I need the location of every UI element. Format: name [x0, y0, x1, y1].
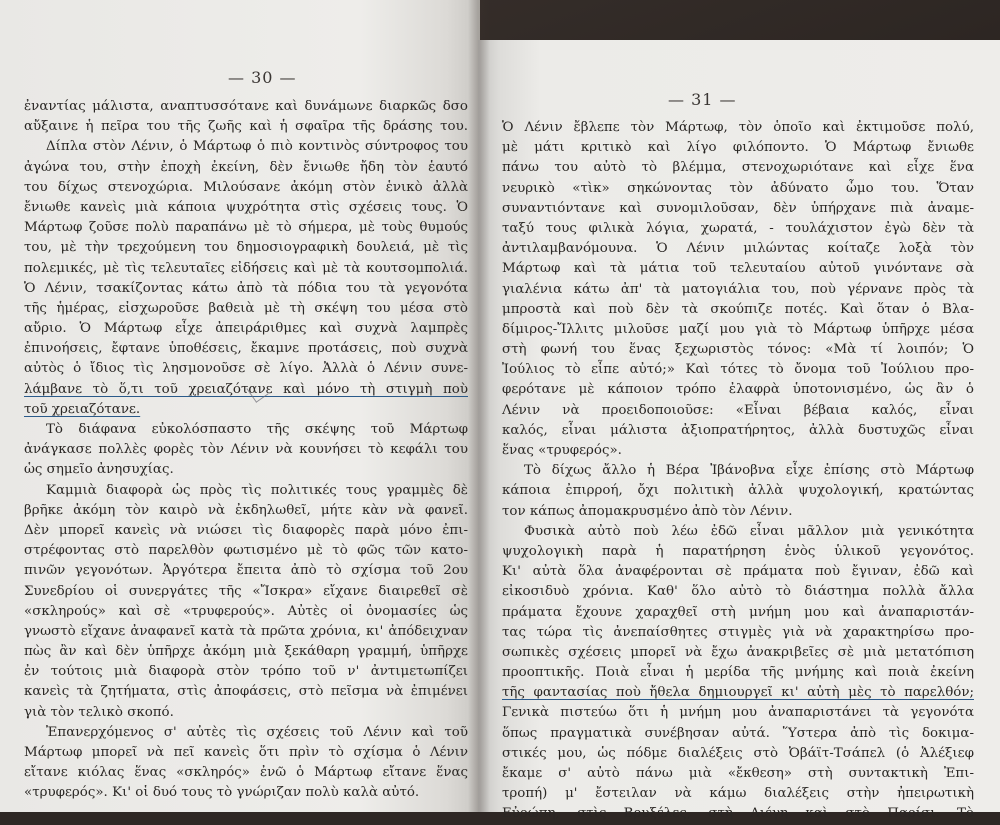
- text-line: ὡς σημεῖο ἀνησυχίας.: [24, 462, 174, 478]
- text-line: λάμβανε τὸ ὅ,τι τοῦ χρειαζότανε καὶ μόνο τὴ στιγμὴ ποὺ: [24, 381, 468, 397]
- text-line: μπροστὰ καὶ ποὺ δὲν τὰ σκούπιζε ποτές. Καὶ ὅταν ὁ Βλα-: [502, 301, 974, 317]
- text-line: ἀγώνα του, στὴν ἐποχὴ ἐκείνη, δὲν ἔνιωθε ἤδη τὸν ἑαυτό: [24, 159, 468, 175]
- text-line: εἰκοσιδυὸ χρόνια. Καθ' ὅλο αὐτὸ τὸ διάστημα πολλὰ ἄλλα: [502, 584, 974, 600]
- text-line: Κι' αὐτὰ ὅλα ἀναφέρονται σὲ πράματα ποὺ ἔγιναν, ἐδῶ καὶ: [502, 564, 974, 580]
- text-line: στρέφοντας στὸ παρελθὸν φωτισμένο μὲ τὸ φῶς τῶν κατο-: [24, 543, 468, 559]
- text-line: πὼς ἂν καὶ δὲν ὑπῆρχε ἀκόμη μιὰ ξεκάθαρη γραμμή, ὑπῆρχε: [24, 644, 468, 660]
- text-line: τῆς φαντασίας ποὺ ἤθελα δημιουργεῖ κι' αὐτὴ μὲς τὸ παρελθόν;: [502, 685, 974, 701]
- text-line: ὅπως πραγματικὰ συνέβησαν αὐτά. Ὕστερα ἀπὸ τὶς δοκιμα-: [502, 725, 974, 741]
- right-page-text: [502, 118, 974, 825]
- text-line: ἐν τούτοις μιὰ διαφορὰ στὸν τρόπο τοῦ ν' ἀντιμετωπίζει: [24, 664, 468, 680]
- text-line: ψυχολογικὴ παρὰ ἡ παρατήρηση ἑνὸς ὑλικοῦ γεγονότος.: [502, 543, 974, 559]
- text-line: Ὁ Λένιν, τσακίζοντας κάτω ἀπὸ τὰ πόδια του τὰ γεγονότα: [24, 280, 468, 296]
- text-line: Καμμιὰ διαφορὰ ὡς πρὸς τὶς πολιτικές τους γραμμὲς δὲ: [46, 482, 468, 498]
- text-line: βρῆκε ἀκόμη τὸν καιρὸ νὰ ἐκδηλωθεῖ, μήτε κὰν νὰ φανεῖ.: [24, 502, 468, 518]
- text-line: Δὲν μπορεῖ κανεὶς νὰ νιώσει τὶς διαφορὲς παρὰ μόνο ἐπι-: [24, 522, 468, 538]
- text-line: τον κάπως ἀπομακρυσμένο ἀπὸ τὸν Λένιν.: [502, 503, 793, 519]
- text-line: ἀντιλαμβανόμουνα. Ὁ Λένιν μιλώντας κοίταζε λοξὰ τὸν: [502, 241, 974, 257]
- text-line: αὐτὸς ὁ ἴδιος τὶς λησμονοῦσε σὲ λίγο. Ἀλλὰ ὁ Λένιν συνε-: [24, 361, 468, 377]
- text-line: πινῶν γεγονότων. Ἀργότερα ἔπειτα ἀπὸ τὸ σχίσμα τοῦ 2ου: [24, 563, 468, 579]
- left-page-text: [24, 97, 468, 804]
- text-line: Τὸ διάφανα εὐκολόσπαστο τῆς σκέψης τοῦ Μάρτωφ: [46, 422, 468, 437]
- text-line: σωπικὲς σχέσεις μπορεῖ νὰ ἔχω ἀνακριβεῖες σὲ μιὰ μετατόπιση: [502, 644, 974, 660]
- text-line: γιὰ τὸν τελικὸ σκοπό.: [24, 704, 174, 720]
- text-line: τας τώρα τὶς ἀνεπαίσθητες στιγμὲς γιὰ νὰ χαρακτηρίσω προ-: [502, 624, 974, 640]
- text-line: ἐπινοήσεις, ἔφτανε ὑποθέσεις, ἔκαμνε προτάσεις, ποὺ συχνὰ: [24, 341, 468, 357]
- text-line: εἴτανε κιόλας ἕνας «σκληρός» ἐνῶ ὁ Μάρτωφ εἴτανε ἕνας: [24, 765, 468, 781]
- text-line: «σκληρούς» καὶ σὲ «τρυφερούς». Αὐτὲς οἱ ὀνομασίες ὡς: [24, 603, 468, 619]
- text-line: ἔνιωθε κανεὶς μιὰ κάποια ψυχρότητα στὶς σχέσεις τους. Ὁ: [24, 199, 468, 215]
- text-line: αὔριο. Ὁ Μάρτωφ εἶχε ἀπειράριθμες καὶ συχνὰ λαμπρὲς: [24, 321, 468, 337]
- text-line: στὴ φωνή του ἕνας ξεχωριστὸς τόνος: «Μὰ τί λοιπόν; Ὁ: [502, 342, 974, 358]
- text-line: γιαλένια κάτω ἀπ' τὰ ματογιάλια του, ποὺ γέρνανε πρὸς τὰ: [502, 281, 974, 297]
- text-line: Δίπλα στὸν Λένιν, ὁ Μάρτωφ ὁ πιὸ κοντινὸς σύντροφος του: [46, 139, 468, 155]
- text-line: πάνω του αὐτὸ τὸ βλέμμα, στενοχωριότανε καὶ εἶχε ἕνα: [502, 160, 974, 176]
- text-line: Μάρτωφ καὶ τὰ μάτια τοῦ τελευταίου αὐτοῦ γινόντανε σὰ: [502, 261, 974, 277]
- text-line: Λένιν νὰ προειδοποιοῦσε: «Εἶναι βέβαια καλός, εἶναι: [502, 402, 974, 418]
- text-line: μὲ μάτι κριτικὸ καὶ λίγο φιλόποντο. Ὁ Μάρτωφ ἔνιωθε: [502, 140, 974, 156]
- text-line: ἐναντίας μάλιστα, αναπτυσσότανε καὶ δυνάμωνε διαρκῶς δσο: [24, 99, 468, 114]
- text-line: Εὐρώπη, στὶς Βρυξέλες, στὴ Λιέγη καὶ στὸ Παρίσι. Τὸ: [502, 806, 974, 822]
- text-line: Ἐπανερχόμενος σ' αὐτὲς τὶς σχέσεις τοῦ Λένιν καὶ τοῦ: [46, 724, 468, 740]
- text-line: Συνεδρίου οἱ συνεργάτες τῆς «Ἴσκρα» εἴχανε διαιρεθεῖ σὲ: [24, 583, 468, 599]
- text-line: γνωστὸ εἴχανε ἀναφανεῖ κατὰ τὰ πρῶτα χρόνια, κι' ἀπόδειχναν: [24, 623, 468, 639]
- text-line: του δίχως στενοχώρια. Μιλούσανε ἀκόμη στὸν ἑνικὸ ἀλλὰ: [24, 179, 468, 195]
- text-line: ἀνάγκασε πολλὲς φορὲς τὸν Λένιν νὰ κουνήσει τὸ κεφάλι του: [24, 442, 468, 458]
- text-line: δίμιρος-Ἴλλιτς μιλοῦσε μαζί μου γιὰ τὸ Μάρτωφ ὑπῆρχε μέσα: [502, 321, 974, 337]
- text-line: «τρυφερός». Κι' οἱ δυό τους τὸ γνώριζαν πολὺ καλὰ αὐτό.: [24, 785, 420, 801]
- text-line: ταξύ τους φιλικὰ λόγια, χωρατά, - τουλάχιστον ἐγὼ δὲν τὰ: [502, 220, 974, 236]
- text-line: φερότανε μὲ κάποιον τρόπο ἐλαφρὰ ὑποτονισμένο, ὡς ἂν ὁ: [502, 382, 974, 398]
- text-line: νευρικὸ «τὶκ» σηκώνοντας τὸν ἀδύνατο ὦμο του. Ὅταν: [502, 180, 974, 196]
- text-line: πολεμικές, μὲ τὶς τελευταῖες εἰδήσεις καὶ μὲ τὰ κουτσομπολιά.: [24, 260, 468, 276]
- text-line: Μάρτωφ ζοῦσε πολὺ παραπάνω μὲ τὸ σήμερα, μὲ τοὺς θυμούς: [24, 220, 468, 236]
- text-line: κανεὶς τὰ ζητήματα, στὶς ἀποφάσεις, στὸ πεῖσμα νὰ ἐπιμένει: [24, 684, 468, 700]
- text-line: συναντιόντανε καὶ συνομιλοῦσαν, δὲν ὑπήρχανε πιὰ ἀναμε-: [502, 200, 974, 216]
- left-page: [0, 0, 480, 812]
- text-line: πράματα ἔχουνε χαραχθεῖ στὴ μνήμη μου καὶ ἀναπαριστάν-: [502, 604, 974, 620]
- text-line: τῆς ἡμέρας, εἰσχωροῦσε βαθειὰ μὲ τὴ σκέψη του μέσα στὸ: [24, 300, 468, 316]
- text-line: κάποια ἐπιρροή, ὄχι πολιτικὴ ἀλλὰ ψυχολογική, κρατώντας: [502, 483, 974, 499]
- text-line: Μάρτωφ μπορεῖ νὰ πεῖ κανεὶς ὅτι πρὶν τὸ σχίσμα ὁ Λένιν: [24, 745, 468, 760]
- text-line: αὔξαινε ἡ πεῖρα του τῆς ζωῆς καὶ ἡ σφαῖρα τῆς δράσης του.: [24, 119, 468, 135]
- text-line: ἕνας «τρυφερός».: [502, 443, 622, 458]
- right-page: [478, 40, 1000, 822]
- text-line: Γενικὰ πιστεύω ὅτι ἡ μνήμη μου ἀναπαριστάνει τὰ γεγονότα: [502, 705, 974, 721]
- right-page-number: — 31 —: [668, 90, 737, 109]
- text-line: τροπή) μ' ἔστειλαν νὰ κάμω διαλέξεις στὴν ἠπειρωτικὴ: [502, 786, 974, 802]
- text-line: καλός, εἶναι μάλιστα ἀξιοπρατήρητος, ἀλλὰ δυστυχῶς εἶναι: [502, 422, 974, 438]
- text-line: του, μὲ τὴν τρεχούμενη του δημοσιογραφικὴ δουλειά, μὲ τὶς: [24, 240, 468, 256]
- text-line: στικές μου, ὡς πόδμε διαλέξεις στὸ Ὀβάϊτ-Τσάπελ (ὁ Ἀλέξιεφ: [502, 745, 974, 761]
- text-line: Φυσικὰ αὐτὸ ποὺ λέω ἐδῶ εἶναι μᾶλλον μιὰ γενικότητα: [524, 523, 974, 539]
- text-line: προοπτικῆς. Ποιὰ εἶναι ἡ μερίδα τῆς μνήμης καὶ ποιὰ ἐκείνη: [502, 665, 974, 681]
- text-line: ἔκαμε σ' αὐτὸ πάνω μιὰ «ἔκθεση» στὴ συντακτικὴ Ἐπι-: [502, 766, 974, 781]
- text-line: Ὁ Λένιν ἔβλεπε τὸν Μάρτωφ, τὸν ὁποῖο καὶ ἐκτιμοῦσε πολύ,: [502, 120, 974, 135]
- text-line: τοῦ χρειαζότανε.: [24, 401, 141, 417]
- text-line: Ἰούλιος τὸ εἶπε αὐτό;» Καὶ τότες τὸ ὄνομα τοῦ Ἰούλιου προ-: [502, 362, 974, 378]
- text-line: Τὸ δίχως ἄλλο ἡ Βέρα Ἰβάνοβνα εἶχε ἐπίσης στὸ Μάρτωφ: [524, 463, 974, 479]
- left-page-number: — 30 —: [228, 68, 297, 87]
